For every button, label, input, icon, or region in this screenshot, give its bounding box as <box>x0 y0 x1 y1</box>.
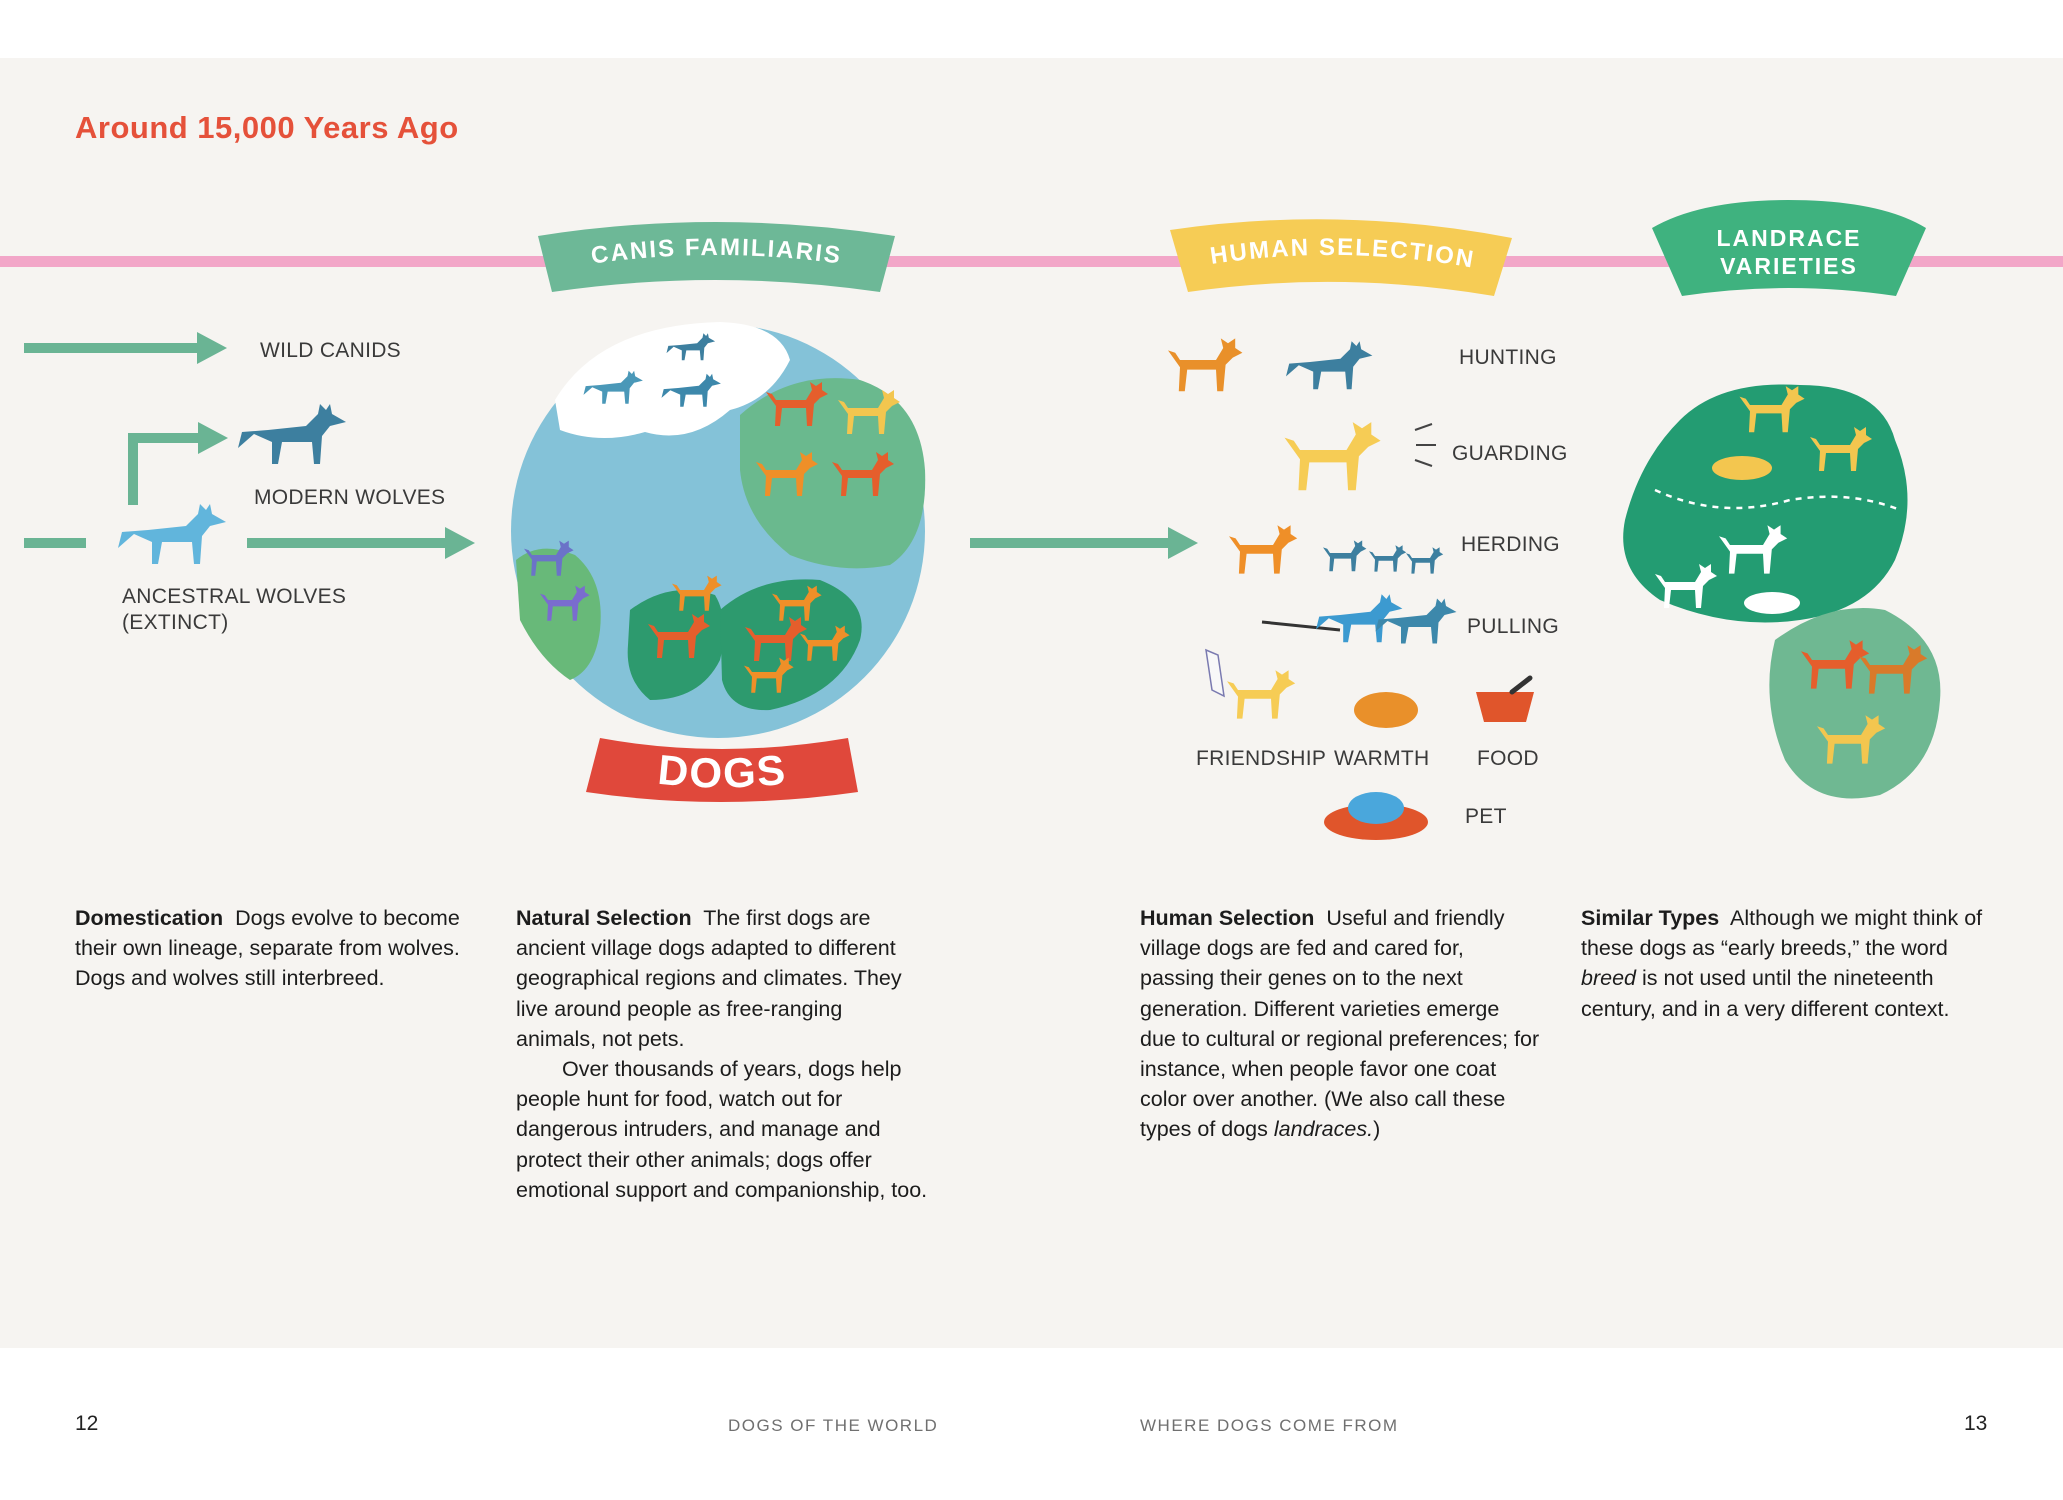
domestication-body: Dogs evolve to become their own lineage, separate from wolves. Dogs and wolves still interbreed. <box>75 906 460 991</box>
role-herding-label: HERDING <box>1461 533 1560 556</box>
similar-types-body-a: Although we might think of these dogs as “early breeds,” the word <box>1581 906 1983 961</box>
wild-canids-arrow-shaft <box>24 343 199 353</box>
to-selection-arrow-head <box>1168 527 1198 559</box>
modern-wolves-stem <box>128 433 138 505</box>
herded-animal-3 <box>1406 547 1443 573</box>
modern-wolf-figure <box>238 404 346 464</box>
wild-canids-arrow-head <box>197 332 227 364</box>
role-guarding-label: GUARDING <box>1452 442 1568 465</box>
role-friendship-label: FRIENDSHIP <box>1196 747 1327 770</box>
role-food-label: FOOD <box>1477 747 1539 770</box>
ancestral-wolves-line2: (EXTINCT) <box>122 611 229 635</box>
running-head-right: WHERE DOGS COME FROM <box>1140 1416 1399 1435</box>
human-selection-heading: Human Selection <box>1140 906 1315 930</box>
human-selection-column <box>1140 903 1540 1145</box>
role-pulling-label: PULLING <box>1467 615 1559 638</box>
landrace-dog-white-3 <box>1744 592 1800 614</box>
food-bone <box>1512 678 1530 692</box>
domestication-heading: Domestication <box>75 906 224 930</box>
friendship-dog <box>1227 670 1295 718</box>
landrace-map <box>1623 384 1940 798</box>
modern-wolves-arrow-head <box>198 422 228 454</box>
page-number-right: 13 <box>1964 1412 1988 1435</box>
landrace-label-line2: VARIETIES <box>1720 253 1858 279</box>
globe <box>511 322 925 738</box>
to-globe-arrow-head <box>445 527 475 559</box>
warmth-dog <box>1354 692 1418 728</box>
ancestral-wolves-label <box>122 584 346 637</box>
svg-text:DOGS <box>656 746 789 797</box>
natural-selection-body-2: Over thousands of years, dogs help people hunt for food, watch out for dangerous intruders, and manage and protect their other animals; dogs offer emotional support and companionship, too. <box>516 1057 928 1202</box>
dogs-label: DOGS <box>655 745 790 797</box>
natural-selection-heading: Natural Selection <box>516 906 692 930</box>
page-title: Around 15,000 Years Ago <box>75 110 459 145</box>
similar-types-italic: breed <box>1581 966 1636 991</box>
human-selection-italic: landraces. <box>1273 1117 1374 1142</box>
similar-types-heading: Similar Types <box>1581 906 1720 930</box>
hunting-dog-orange <box>1168 338 1242 391</box>
human-selection-body: Useful and friendly village dogs are fed and cared for, passing their genes on to the next generation. Different varieties emerge due to cultural or regional preferences; for instance, when people favor one coat color over another. (We also call these types of dogs <box>1140 906 1540 1142</box>
modern-wolves-label: MODERN WOLVES <box>254 486 446 509</box>
food-bowl <box>1476 692 1534 722</box>
pet-dog <box>1348 792 1404 824</box>
landrace-dog-yellow-3 <box>1712 456 1772 480</box>
to-globe-arrow-shaft <box>247 538 447 548</box>
landrace-region-south <box>1769 608 1940 798</box>
pulling-dog-1 <box>1316 594 1402 642</box>
landrace-label-line1: LANDRACE <box>1716 225 1862 251</box>
to-selection-arrow-shaft <box>970 538 1170 548</box>
human-selection-banner <box>1170 219 1512 296</box>
dogs-banner <box>586 738 858 802</box>
role-hunting-label: HUNTING <box>1459 346 1557 369</box>
hunting-dog-blue <box>1286 341 1372 389</box>
sled-lead-line <box>1262 622 1340 630</box>
guarding-bark-lines <box>1415 424 1436 466</box>
landrace-banner-label <box>1652 224 1926 280</box>
friendship-hand <box>1206 650 1224 696</box>
page-number-left: 12 <box>75 1412 99 1435</box>
herded-animal-1 <box>1323 540 1366 571</box>
domestication-column <box>75 903 475 994</box>
role-warmth-label: WARMTH <box>1334 747 1430 770</box>
running-head-left: DOGS OF THE WORLD <box>728 1416 939 1435</box>
ancestral-wolf-figure <box>118 504 226 564</box>
wild-canids-label: WILD CANIDS <box>260 339 401 362</box>
ancestral-dash <box>24 538 86 548</box>
canis-familiaris-banner <box>538 222 895 292</box>
natural-selection-body: The first dogs are ancient village dogs adapted to different geographical regions and climates. They live around people as free-ranging animals, not pets. <box>516 906 902 1051</box>
herded-animal-2 <box>1369 545 1406 571</box>
guarding-dog <box>1285 422 1381 490</box>
modern-wolves-arrow-shaft <box>128 433 200 443</box>
similar-types-body-b: is not used until the nineteenth century, and in a very different context. <box>1581 966 1950 1021</box>
herding-dog <box>1229 525 1297 573</box>
human-selection-label: HUMAN SELECTION <box>1208 233 1478 274</box>
role-pet-label: PET <box>1465 805 1507 828</box>
ancestral-wolves-line1: ANCESTRAL WOLVES <box>122 585 347 608</box>
canis-familiaris-label: CANIS FAMILIARIS <box>589 233 844 270</box>
human-selection-end: ) <box>1373 1117 1381 1142</box>
similar-types-column <box>1581 903 1991 1024</box>
natural-selection-column <box>516 903 928 1205</box>
